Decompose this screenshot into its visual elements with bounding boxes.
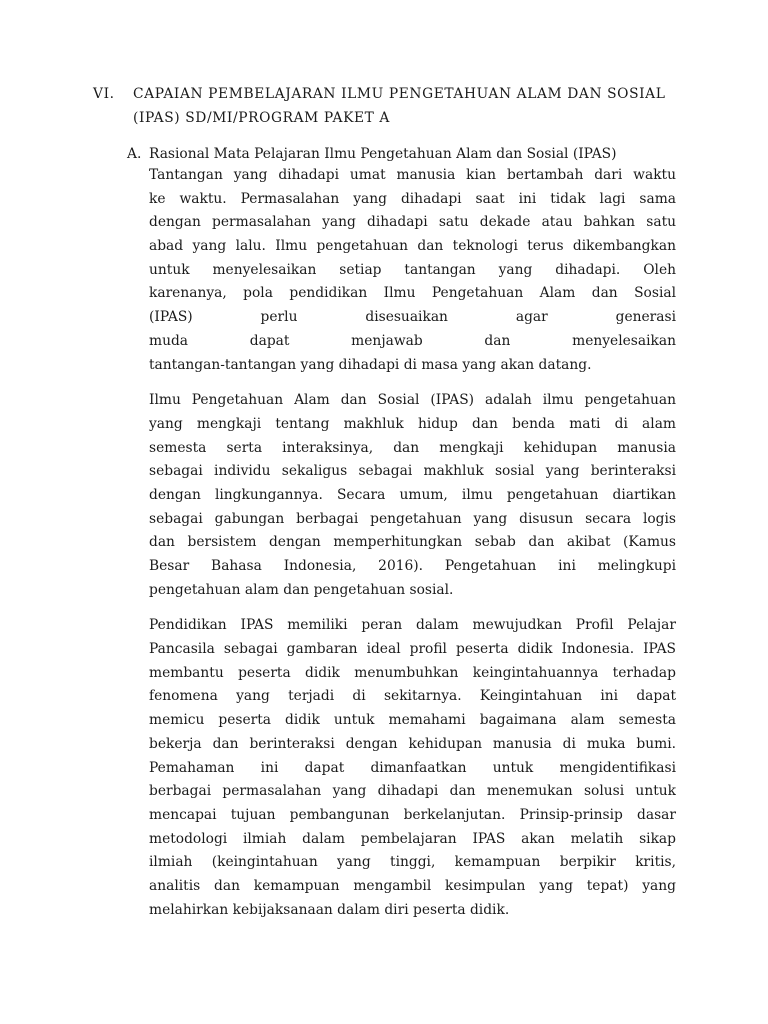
section-number: VI.: [93, 86, 115, 102]
paragraph-line: muda dapat menjawab dan menyelesaikan: [149, 332, 676, 349]
paragraph-line: dan bersistem dengan memperhitungkan sebab dan akibat (Kamus: [149, 534, 676, 551]
paragraph-3: [149, 614, 676, 922]
paragraph-line: sebagai gabungan berbagai pengetahuan yang disusun secara logis: [149, 510, 676, 527]
paragraph-line: semesta serta interaksinya, dan mengkaji kehidupan manusia: [149, 439, 676, 456]
paragraph-line: memicu peserta didik untuk memahami bagaimana alam semesta: [149, 712, 676, 729]
paragraph-line: fenomena yang terjadi di sekitarnya. Keingintahuan ini dapat: [149, 688, 676, 705]
paragraph-line: yang mengkaji tentang makhluk hidup dan benda mati di alam: [149, 415, 676, 432]
paragraph-line: ke waktu. Permasalahan yang dihadapi saat ini tidak lagi sama: [149, 190, 676, 207]
paragraph-line: membantu peserta didik menumbuhkan keingintahuannya terhadap: [149, 664, 676, 681]
subsection-title: Rasional Mata Pelajaran Ilmu Pengetahuan Alam dan Sosial (IPAS): [149, 146, 617, 162]
paragraph-line: sebagai individu sekaligus sebagai makhluk sosial yang berinteraksi: [149, 463, 676, 480]
paragraph-line: Pancasila sebagai gambaran ideal profil peserta didik Indonesia. IPAS: [149, 641, 676, 658]
paragraph-2: [149, 389, 676, 602]
paragraph-line: pengetahuan alam dan pengetahuan sosial.: [149, 581, 454, 598]
document-body: [149, 164, 676, 934]
paragraph-line: bekerja dan berinteraksi dengan kehidupan manusia di muka bumi.: [149, 735, 676, 752]
paragraph-line: dengan lingkungannya. Secara umum, ilmu pengetahuan diartikan: [149, 486, 676, 503]
section-title-line-2: (IPAS) SD/MI/PROGRAM PAKET A: [133, 110, 390, 126]
paragraph-line: Tantangan yang dihadapi umat manusia kian bertambah dari waktu: [149, 167, 676, 183]
subsection-marker: A.: [127, 146, 142, 162]
paragraph-line: abad yang lalu. Ilmu pengetahuan dan teknologi terus dikembangkan: [149, 238, 676, 255]
paragraph-line: (IPAS) perlu disesuaikan agar generasi: [149, 309, 676, 326]
paragraph-line: dengan permasalahan yang dihadapi satu dekade atau bahkan satu: [149, 214, 676, 231]
paragraph-line: Ilmu Pengetahuan Alam dan Sosial (IPAS) adalah ilmu pengetahuan: [149, 392, 676, 409]
paragraph-line: metodologi ilmiah dalam pembelajaran IPAS akan melatih sikap: [149, 830, 676, 847]
section-title-line-1: CAPAIAN PEMBELAJARAN ILMU PENGETAHUAN ALAM DAN SOSIAL: [133, 86, 666, 102]
paragraph-line: analitis dan kemampuan mengambil kesimpulan yang tepat) yang: [149, 877, 676, 894]
paragraph-line: Pendidikan IPAS memiliki peran dalam mewujudkan Profil Pelajar: [149, 617, 676, 634]
paragraph-line: Besar Bahasa Indonesia, 2016). Pengetahuan ini melingkupi: [149, 558, 676, 574]
paragraph-line: melahirkan kebijaksanaan dalam diri peserta didik.: [149, 901, 510, 918]
paragraph-line: untuk menyelesaikan setiap tantangan yang dihadapi. Oleh: [149, 261, 676, 278]
paragraph-line: ilmiah (keingintahuan yang tinggi, kemampuan berpikir kritis,: [149, 854, 676, 871]
paragraph-line: mencapai tujuan pembangunan berkelanjutan. Prinsip-prinsip dasar: [149, 806, 676, 823]
paragraph-line: berbagai permasalahan yang dihadapi dan menemukan solusi untuk: [149, 783, 676, 800]
paragraph-line: tantangan-tantangan yang dihadapi di masa yang akan datang.: [149, 356, 592, 373]
paragraph-line: karenanya, pola pendidikan Ilmu Pengetahuan Alam dan Sosial: [149, 285, 676, 302]
paragraph-line: Pemahaman ini dapat dimanfaatkan untuk mengidentifikasi: [149, 759, 676, 776]
paragraph-1: [149, 164, 676, 377]
